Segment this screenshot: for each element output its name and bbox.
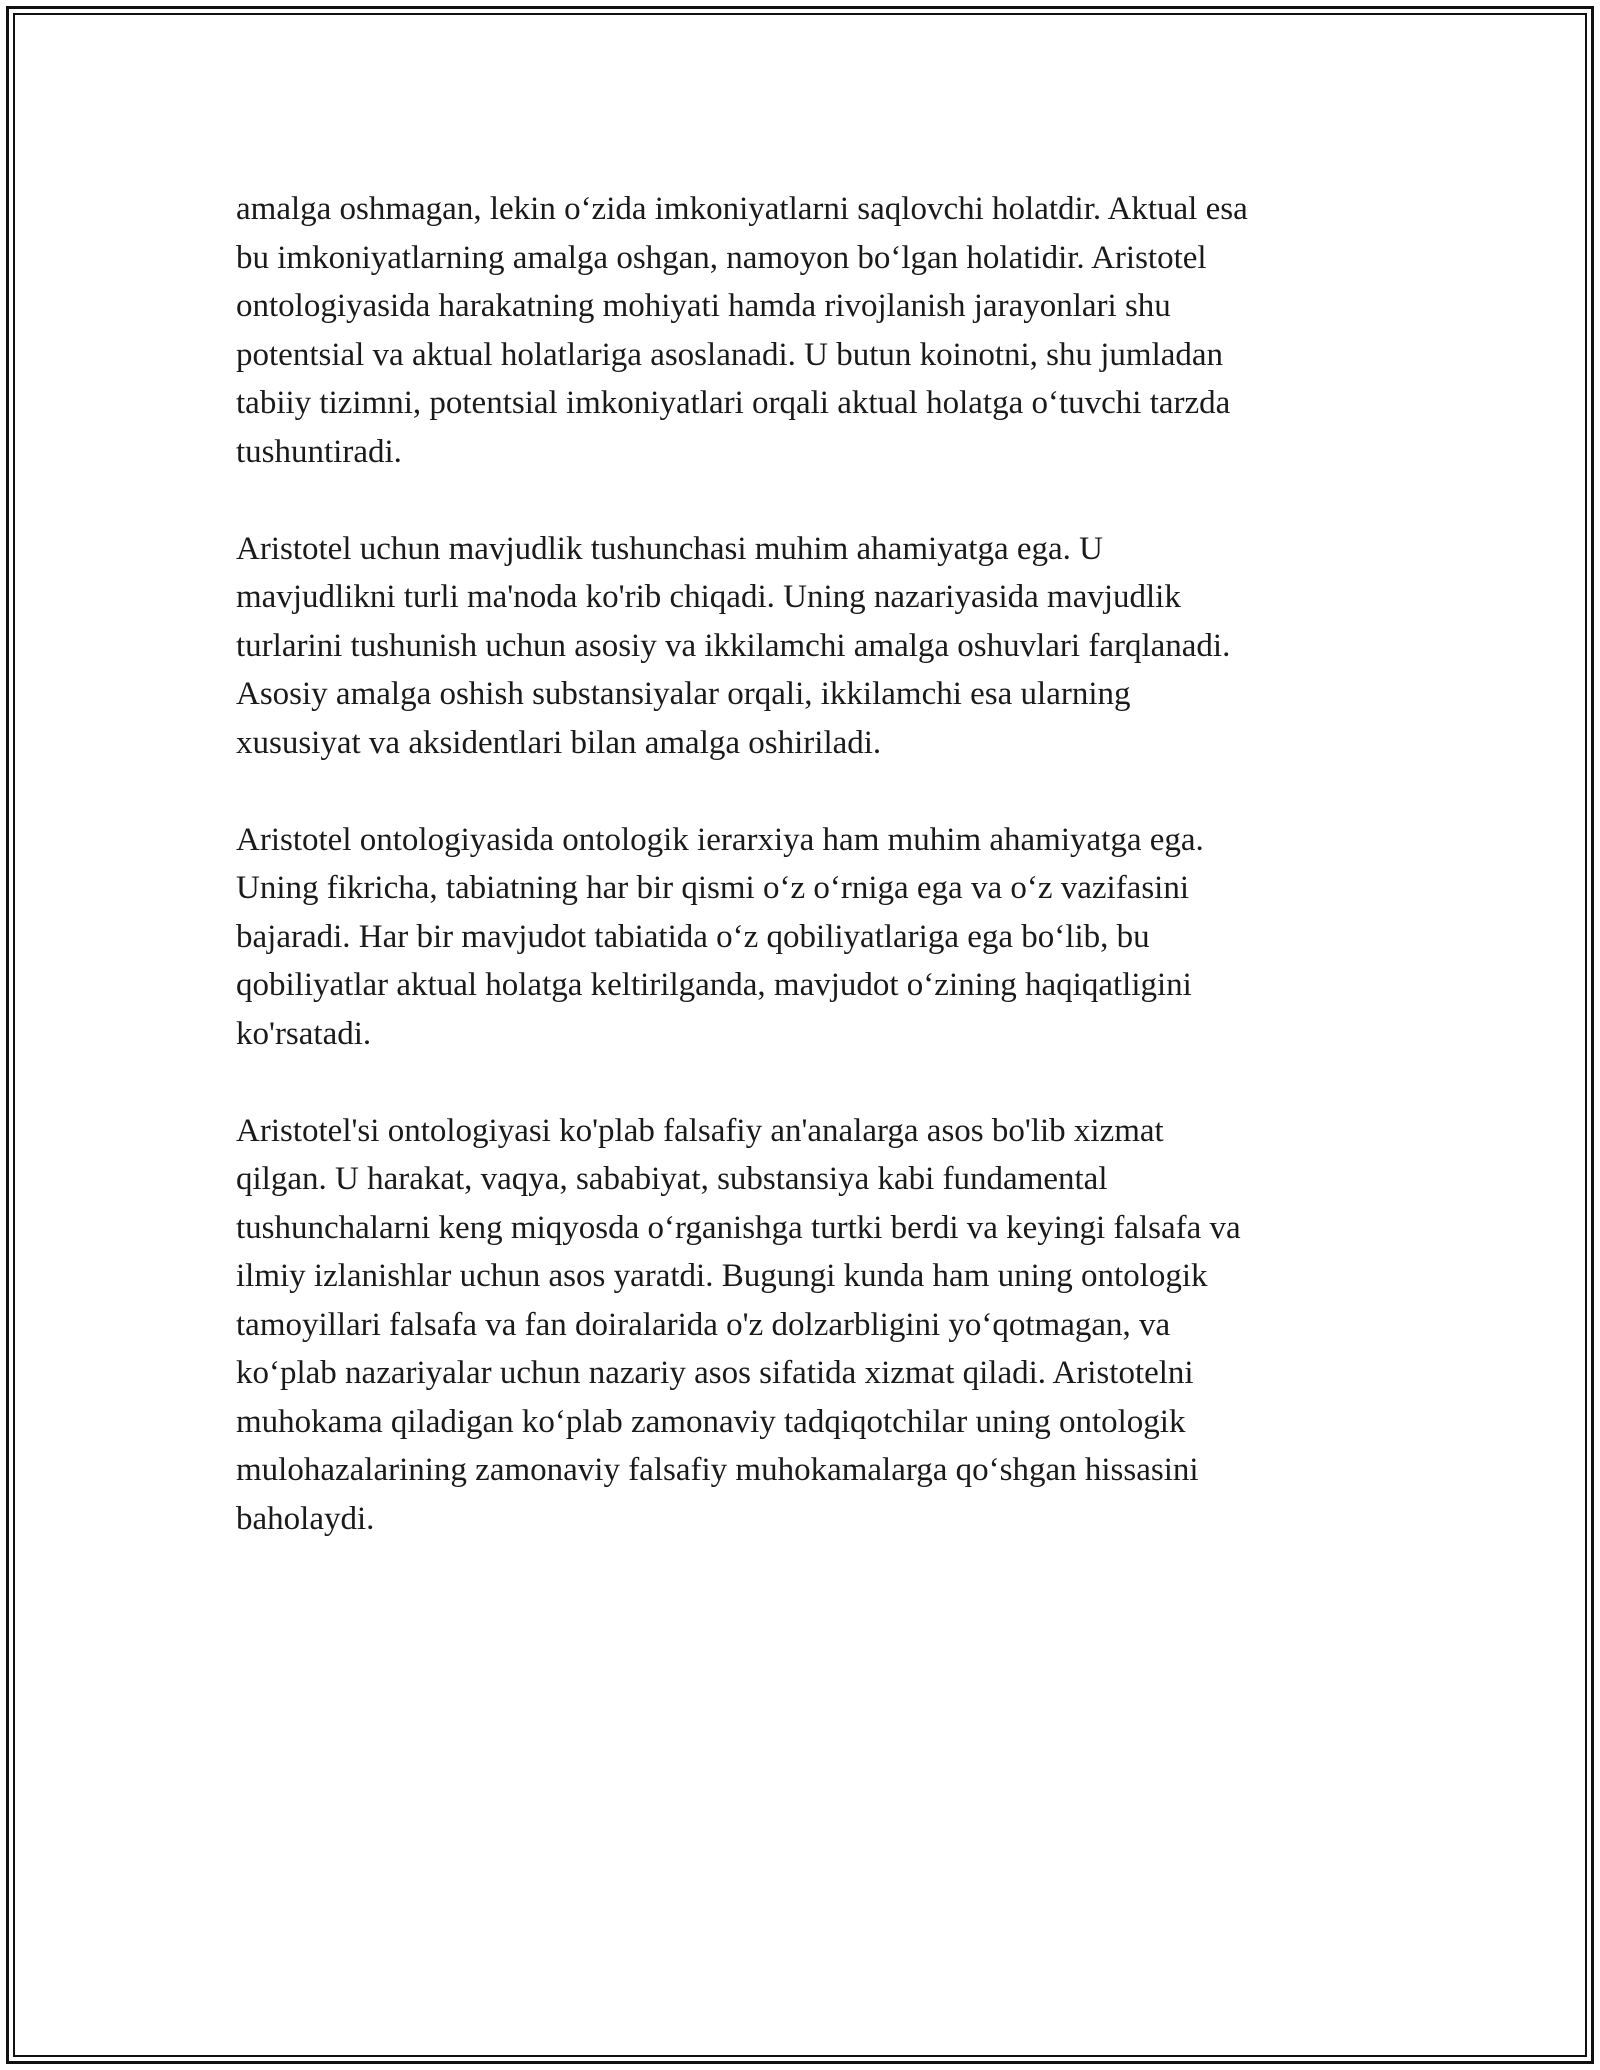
paragraph-existence: Aristotel uchun mavjudlik tushunchasi muhim ahamiyatga ega. U mavjudlikni turli ma'noda ko'rib chiqadi. Uning nazariyasida mavjudlik turlarini tushunish uchun asosiy va ikkilamchi amalga oshuvlari farqlanadi. Asosiy amalga oshish substansiyalar orqali, ikkilamchi esa ularning xususiyat va aksidentlari bilan amalga oshiriladi. [236,530,1231,761]
document-body [236,185,1376,1592]
paragraph-potential-actual: amalga oshmagan, lekin o‘zida imkoniyatlarni saqlovchi holatdir. Aktual esa bu imkoniyatlarning amalga oshgan, namoyon bo‘lgan holatidir. Aristotel ontologiyasida harakatning mohiyati hamda rivojlanish jarayonlari shu potentsial va aktual holatlariga asoslanadi. U butun koinotni, shu jumladan tabiiy tizimni, potentsial imkoniyatlari orqali aktual holatga o‘tuvchi tarzda tushuntiradi. [236,191,1248,470]
paragraph-legacy: Aristotel'si ontologiyasi ko'plab falsafiy an'analarga asos bo'lib xizmat qilgan. U harakat, vaqya, sababiyat, substansiya kabi fundamental tushunchalarni keng miqyosda o‘rganishga turtki berdi va keyingi falsafa va ilmiy izlanishlar uchun asos yaratdi. Bugungi kunda ham uning ontologik tamoyillari falsafa va fan doiralarida o'z dolzarbligini yo‘qotmagan, va ko‘plab nazariyalar uchun nazariy asos sifatida xizmat qiladi. Aristotelni muhokama qiladigan ko‘plab zamonaviy tadqiqotchilar uning ontologik mulohazalarining zamonaviy falsafiy muhokamalarga qo‘shgan hissasini baholaydi. [236,1112,1241,1537]
paragraph-ontological-hierarchy: Aristotel ontologiyasida ontologik ierarxiya ham muhim ahamiyatga ega. Uning fikricha, tabiatning har bir qismi o‘z o‘rniga ega va o‘z vazifasini bajaradi. Har bir mavjudot tabiatida o‘z qobiliyatlariga ega bo‘lib, bu qobiliyatlar aktual holatga keltirilganda, mavjudot o‘zining haqiqatligini ko'rsatadi. [236,821,1204,1052]
